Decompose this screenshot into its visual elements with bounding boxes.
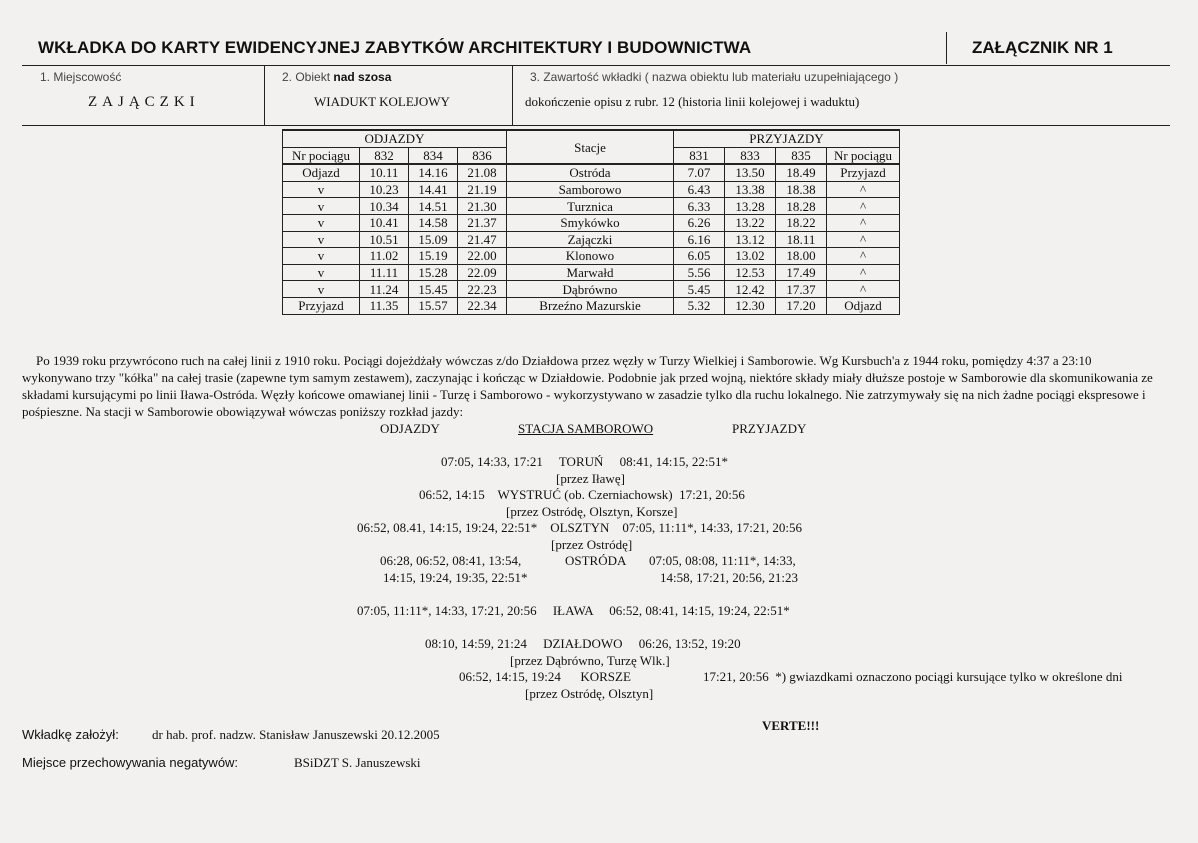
timetable-header-row bbox=[283, 130, 900, 147]
stations-header: Stacje bbox=[507, 130, 674, 164]
arrival-time: 5.56 bbox=[674, 264, 725, 281]
field-2-label bbox=[282, 70, 391, 84]
departure-time: 11.02 bbox=[360, 248, 409, 265]
header-rule bbox=[22, 65, 1170, 66]
departure-marker: Przyjazd bbox=[283, 297, 360, 314]
arrival-time: 13.38 bbox=[725, 181, 776, 198]
arrival-time: 5.32 bbox=[674, 297, 725, 314]
station-name: Klonowo bbox=[507, 248, 674, 265]
timetable-row bbox=[283, 164, 900, 181]
departure-time: 22.34 bbox=[458, 297, 507, 314]
station-name: Turznica bbox=[507, 198, 674, 215]
departure-time: 21.37 bbox=[458, 214, 507, 231]
train-number-header: 831 bbox=[674, 147, 725, 164]
departure-time: 14.58 bbox=[409, 214, 458, 231]
departure-time: 10.34 bbox=[360, 198, 409, 215]
timetable-row bbox=[283, 198, 900, 215]
field-divider bbox=[512, 66, 513, 126]
schedule-header-departures: ODJAZDY bbox=[380, 421, 440, 436]
departure-time: 10.11 bbox=[360, 164, 409, 181]
arrival-time: 12.42 bbox=[725, 281, 776, 298]
departure-time: 11.35 bbox=[360, 297, 409, 314]
arrival-marker: ^ bbox=[827, 281, 900, 298]
arrival-marker: Przyjazd bbox=[827, 164, 900, 181]
arrival-time: 18.38 bbox=[776, 181, 827, 198]
schedule-line-olsztyn: 06:52, 08.41, 14:15, 19:24, 22:51* OLSZTYN 07:05, 11:11*, 14:33, 17:21, 20:56 bbox=[357, 520, 803, 535]
departure-time: 11.24 bbox=[360, 281, 409, 298]
arrival-time: 17.20 bbox=[776, 297, 827, 314]
departure-time: 15.45 bbox=[409, 281, 458, 298]
arrival-time: 13.12 bbox=[725, 231, 776, 248]
field-1-label: 1. Miejscowość bbox=[40, 70, 122, 84]
station-name: Ostróda bbox=[507, 164, 674, 181]
timetable-row bbox=[283, 231, 900, 248]
arrival-time: 6.05 bbox=[674, 248, 725, 265]
arrival-time: 18.49 bbox=[776, 164, 827, 181]
arrival-time: 17.37 bbox=[776, 281, 827, 298]
departure-marker: v bbox=[283, 248, 360, 265]
timetable-row bbox=[283, 264, 900, 281]
station-name: Smykówko bbox=[507, 214, 674, 231]
document-title: WKŁADKA DO KARTY EWIDENCYJNEJ ZABYTKÓW ARCHITEKTURY I BUDOWNICTWA bbox=[38, 38, 752, 57]
field-2-label-prefix: 2. Obiekt bbox=[282, 70, 331, 84]
timetable bbox=[282, 129, 900, 315]
departure-time: 10.23 bbox=[360, 181, 409, 198]
field-3-label: 3. Zawartość wkładki ( nazwa obiektu lub materiału uzupełniającego ) bbox=[530, 70, 899, 84]
timetable-row bbox=[283, 181, 900, 198]
train-number-header: 832 bbox=[360, 147, 409, 164]
departure-time: 21.47 bbox=[458, 231, 507, 248]
schedule-via: [przez Dąbrówno, Turzę Wlk.] bbox=[510, 653, 670, 668]
arrival-time: 17.49 bbox=[776, 264, 827, 281]
timetable-row bbox=[283, 248, 900, 265]
schedule-via: [przez Ostródę, Olsztyn, Korsze] bbox=[506, 504, 678, 519]
schedule-line-wystruc: 06:52, 14:15 WYSTRUĆ (ob. Czerniachowsk) 17:21, 20:56 bbox=[419, 487, 745, 502]
departure-time: 14.41 bbox=[409, 181, 458, 198]
departure-marker: v bbox=[283, 181, 360, 198]
arrival-time: 12.53 bbox=[725, 264, 776, 281]
arrival-time: 13.28 bbox=[725, 198, 776, 215]
arrival-time: 12.30 bbox=[725, 297, 776, 314]
arrival-marker: ^ bbox=[827, 214, 900, 231]
author-value: dr hab. prof. nadzw. Stanisław Januszewski 20.12.2005 bbox=[152, 727, 440, 742]
author-label: Wkładkę założył: bbox=[22, 727, 119, 742]
departure-time: 22.23 bbox=[458, 281, 507, 298]
arrival-marker: ^ bbox=[827, 264, 900, 281]
schedule-ostroda-departures-1: 06:28, 06:52, 08:41, 13:54, bbox=[380, 553, 522, 568]
arrival-time: 13.22 bbox=[725, 214, 776, 231]
departure-marker: v bbox=[283, 281, 360, 298]
arrival-time: 18.11 bbox=[776, 231, 827, 248]
departure-time: 14.51 bbox=[409, 198, 458, 215]
field-2-value: WIADUKT KOLEJOWY bbox=[314, 94, 450, 109]
station-name: Dąbrówno bbox=[507, 281, 674, 298]
departure-marker: Odjazd bbox=[283, 164, 360, 181]
field-2-label-bold: nad szosa bbox=[333, 70, 392, 84]
departure-time: 11.11 bbox=[360, 264, 409, 281]
train-number-header: Nr pociągu bbox=[283, 147, 360, 164]
arrival-time: 6.26 bbox=[674, 214, 725, 231]
schedule-footnote: 17:21, 20:56 *) gwiazdkami oznaczono pociągi kursujące tylko w określone dni bbox=[703, 669, 1123, 684]
schedule-via: [przez Iławę] bbox=[556, 471, 625, 486]
negatives-label: Miejsce przechowywania negatywów: bbox=[22, 755, 239, 770]
schedule-ostroda-departures-2: 14:15, 19:24, 19:35, 22:51* bbox=[383, 570, 528, 585]
schedule-via: [przez Ostródę] bbox=[551, 537, 633, 552]
attachment-number: ZAŁĄCZNIK NR 1 bbox=[972, 38, 1113, 57]
departure-time: 22.00 bbox=[458, 248, 507, 265]
arrival-marker: ^ bbox=[827, 198, 900, 215]
schedule-line-korsze: 06:52, 14:15, 19:24 KORSZE bbox=[459, 669, 631, 684]
arrival-time: 13.50 bbox=[725, 164, 776, 181]
departure-marker: v bbox=[283, 231, 360, 248]
negatives-value: BSiDZT S. Januszewski bbox=[294, 755, 421, 770]
train-number-header: 836 bbox=[458, 147, 507, 164]
departure-time: 10.41 bbox=[360, 214, 409, 231]
fields-rule bbox=[22, 125, 1170, 126]
departure-time: 21.08 bbox=[458, 164, 507, 181]
departure-time: 15.19 bbox=[409, 248, 458, 265]
arrival-marker: Odjazd bbox=[827, 297, 900, 314]
departure-time: 21.19 bbox=[458, 181, 507, 198]
departure-time: 14.16 bbox=[409, 164, 458, 181]
field-divider bbox=[264, 66, 265, 126]
header-divider bbox=[946, 32, 947, 64]
arrival-time: 18.28 bbox=[776, 198, 827, 215]
train-number-header: 833 bbox=[725, 147, 776, 164]
arrival-time: 13.02 bbox=[725, 248, 776, 265]
field-3-value: dokończenie opisu z rubr. 12 (historia linii kolejowej i waduktu) bbox=[525, 94, 860, 109]
station-name: Brzeźno Mazurskie bbox=[507, 297, 674, 314]
arrival-marker: ^ bbox=[827, 231, 900, 248]
field-1-value: ZAJĄCZKI bbox=[88, 94, 200, 110]
departure-time: 15.57 bbox=[409, 297, 458, 314]
schedule-ostroda-station: OSTRÓDA bbox=[565, 553, 627, 568]
train-number-header: Nr pociągu bbox=[827, 147, 900, 164]
arrival-marker: ^ bbox=[827, 248, 900, 265]
timetable-row bbox=[283, 214, 900, 231]
arrival-marker: ^ bbox=[827, 181, 900, 198]
departure-time: 15.28 bbox=[409, 264, 458, 281]
schedule-ostroda-arrivals-1: 07:05, 08:08, 11:11*, 14:33, bbox=[649, 553, 796, 568]
arrival-time: 5.45 bbox=[674, 281, 725, 298]
arrival-time: 18.22 bbox=[776, 214, 827, 231]
history-paragraph: Po 1939 roku przywrócono ruch na całej linii z 1910 roku. Pociągi dojeżdżały wówczas z/do Działdowa przez węzły w Turzy Wielkiej i Samborowie. Wg Kursbuch'a z 1944 roku, pomiędzy 4:37 a 23:10 wykonywano trzy "kółka" na całej trasie (zapewne tym samym zestawem), zaczynając i kończąc w Działdowie. Podobnie jak przed wojną, niektóre składy miały dłuższe postoje w Samborowie dla skomunikowania ze składami kursującymi po linii Iława-Ostróda. Węzły końcowe omawianej linii - Turzę i Samborowo - wykorzystywano w zasadzie tylko dla ruchu lokalnego. Nie zatrzymywały się na nich żadne pociągi ekspresowe i pośpieszne. Na stacji w Samborowie obowiązywał wówczas poniższy rozkład jazdy: bbox=[22, 353, 1153, 419]
station-name: Zajączki bbox=[507, 231, 674, 248]
arrival-time: 6.43 bbox=[674, 181, 725, 198]
arrival-time: 6.16 bbox=[674, 231, 725, 248]
schedule-via: [przez Ostródę, Olsztyn] bbox=[525, 686, 654, 701]
departure-time: 10.51 bbox=[360, 231, 409, 248]
departure-marker: v bbox=[283, 214, 360, 231]
station-name: Marwałd bbox=[507, 264, 674, 281]
departure-marker: v bbox=[283, 198, 360, 215]
departure-time: 15.09 bbox=[409, 231, 458, 248]
schedule-line-ilawa: 07:05, 11:11*, 14:33, 17:21, 20:56 IŁAWA 06:52, 08:41, 14:15, 19:24, 22:51* bbox=[357, 603, 790, 618]
arrival-time: 7.07 bbox=[674, 164, 725, 181]
schedule-line-dzialdowo: 08:10, 14:59, 21:24 DZIAŁDOWO 06:26, 13:52, 19:20 bbox=[425, 636, 741, 651]
arrival-time: 6.33 bbox=[674, 198, 725, 215]
station-name: Samborowo bbox=[507, 181, 674, 198]
timetable-row bbox=[283, 297, 900, 314]
schedule-ostroda-arrivals-2: 14:58, 17:21, 20:56, 21:23 bbox=[660, 570, 798, 585]
departure-marker: v bbox=[283, 264, 360, 281]
schedule-header-arrivals: PRZYJAZDY bbox=[732, 421, 807, 436]
schedule-header-station: STACJA SAMBOROWO bbox=[518, 421, 654, 436]
arrivals-header: PRZYJAZDY bbox=[674, 130, 900, 147]
departure-time: 21.30 bbox=[458, 198, 507, 215]
train-number-header: 834 bbox=[409, 147, 458, 164]
departures-header: ODJAZDY bbox=[283, 130, 507, 147]
verte-note: VERTE!!! bbox=[762, 718, 820, 733]
timetable-row bbox=[283, 281, 900, 298]
departure-time: 22.09 bbox=[458, 264, 507, 281]
train-number-header: 835 bbox=[776, 147, 827, 164]
arrival-time: 18.00 bbox=[776, 248, 827, 265]
schedule-line-torun: 07:05, 14:33, 17:21 TORUŃ 08:41, 14:15, 22:51* bbox=[441, 454, 728, 469]
